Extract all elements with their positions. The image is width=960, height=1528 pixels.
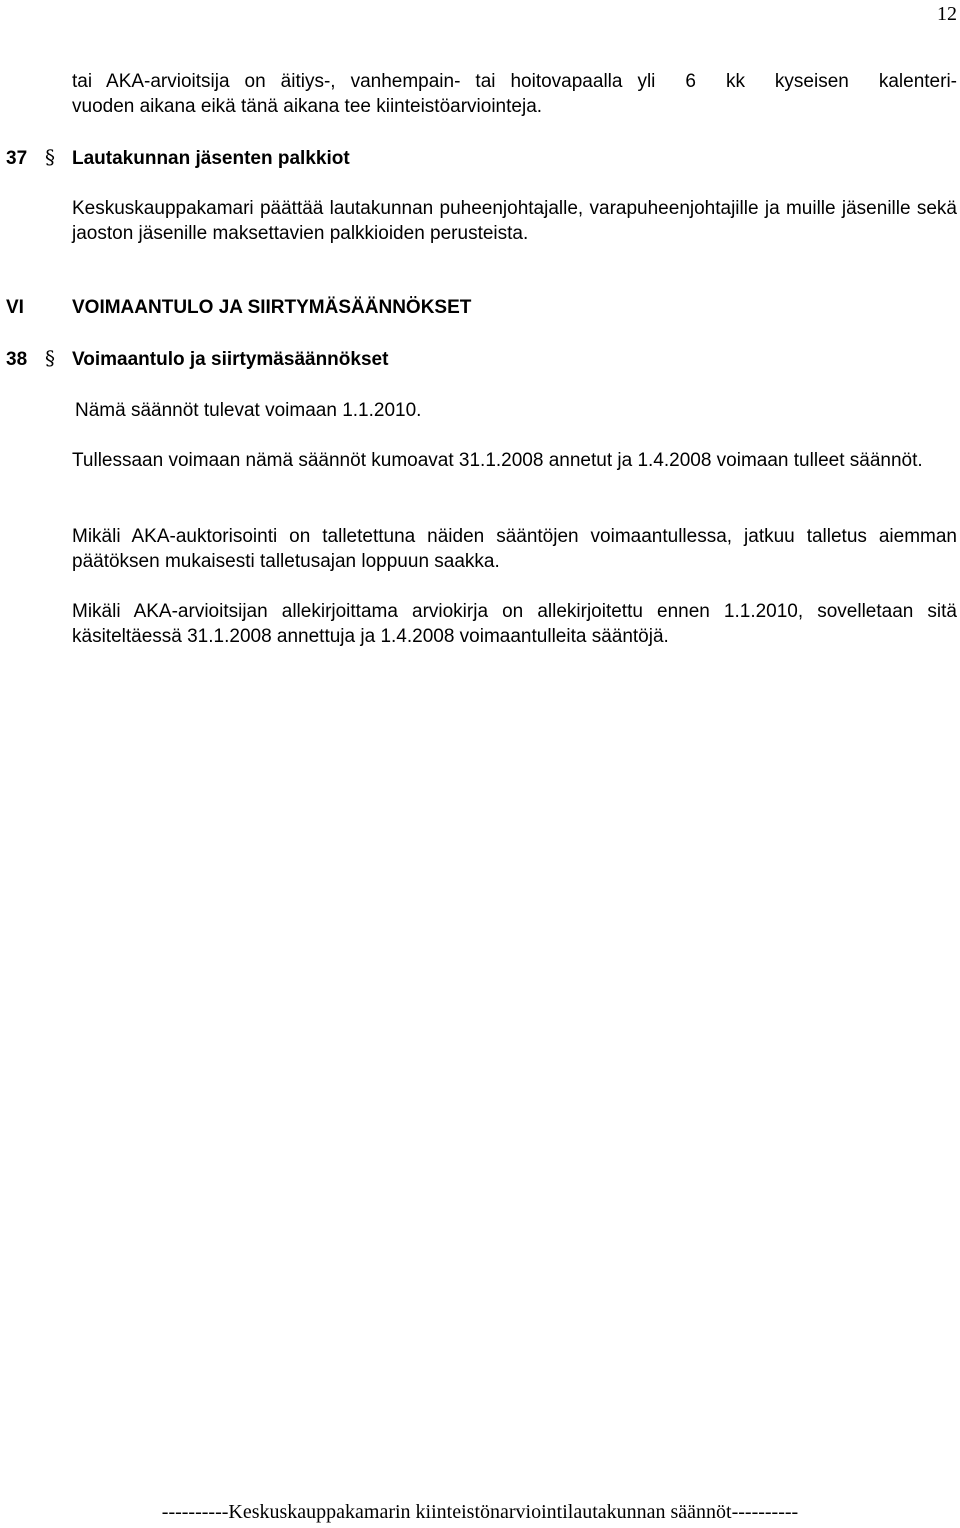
section-38-paragraph-2: Tullessaan voimaan nämä säännöt kumoavat 31.1.2008 annetut ja 1.4.2008 voimaan tulleet säännöt. xyxy=(72,450,923,471)
page-number: 12 xyxy=(937,3,957,25)
section-37-text: Keskuskauppakamari päättää lautakunnan puheenjohtajalle, varapuheenjohtajille ja muille jäsenille sekä jaoston jäsenille maksettavien palkkioiden perusteista. xyxy=(72,198,957,244)
section-38-title: Voimaantulo ja siirtymäsäännökset xyxy=(72,349,389,370)
section-37-title: Lautakunnan jäsenten palkkiot xyxy=(72,148,350,169)
section-38-paragraph-1: Nämä säännöt tulevat voimaan 1.1.2010. xyxy=(75,400,422,421)
intro-line-1: tai AKA-arvioitsija on äitiys-, vanhempain- tai hoitovapaalla yli 6 kk kyseisen kalenteri- xyxy=(72,71,957,92)
chapter-roman-numeral: VI xyxy=(6,297,24,318)
page-footer: ----------Keskuskauppakamarin kiinteistönarviointilautakunnan säännöt---------- xyxy=(161,1501,799,1523)
section-38-number: 38 xyxy=(6,349,28,370)
section-37-heading xyxy=(6,145,906,171)
chapter-vi-title: VOIMAANTULO JA SIIRTYMÄSÄÄNNÖKSET xyxy=(72,297,472,318)
chapter-vi-heading xyxy=(6,295,906,320)
section-symbol-icon: § xyxy=(45,145,55,169)
intro-line-2: vuoden aikana eikä tänä aikana tee kiinteistöarviointeja. xyxy=(72,96,543,117)
section-38-heading xyxy=(6,346,906,372)
intro-paragraph xyxy=(72,69,957,119)
section-symbol-icon: § xyxy=(45,346,55,370)
section-37-number: 37 xyxy=(6,148,28,169)
section-38-paragraph-3: Mikäli AKA-auktorisointi on talletettuna näiden sääntöjen voimaantullessa, jatkuu talletus aiemman päätöksen mukaisesti talletusajan loppuun saakka. xyxy=(72,526,957,572)
section-38-paragraph-4: Mikäli AKA-arvioitsijan allekirjoittama arviokirja on allekirjoitettu ennen 1.1.2010, sovelletaan sitä käsiteltäessä 31.1.2008 annettuja ja 1.4.2008 voimaantulleita sääntöjä. xyxy=(72,601,957,647)
